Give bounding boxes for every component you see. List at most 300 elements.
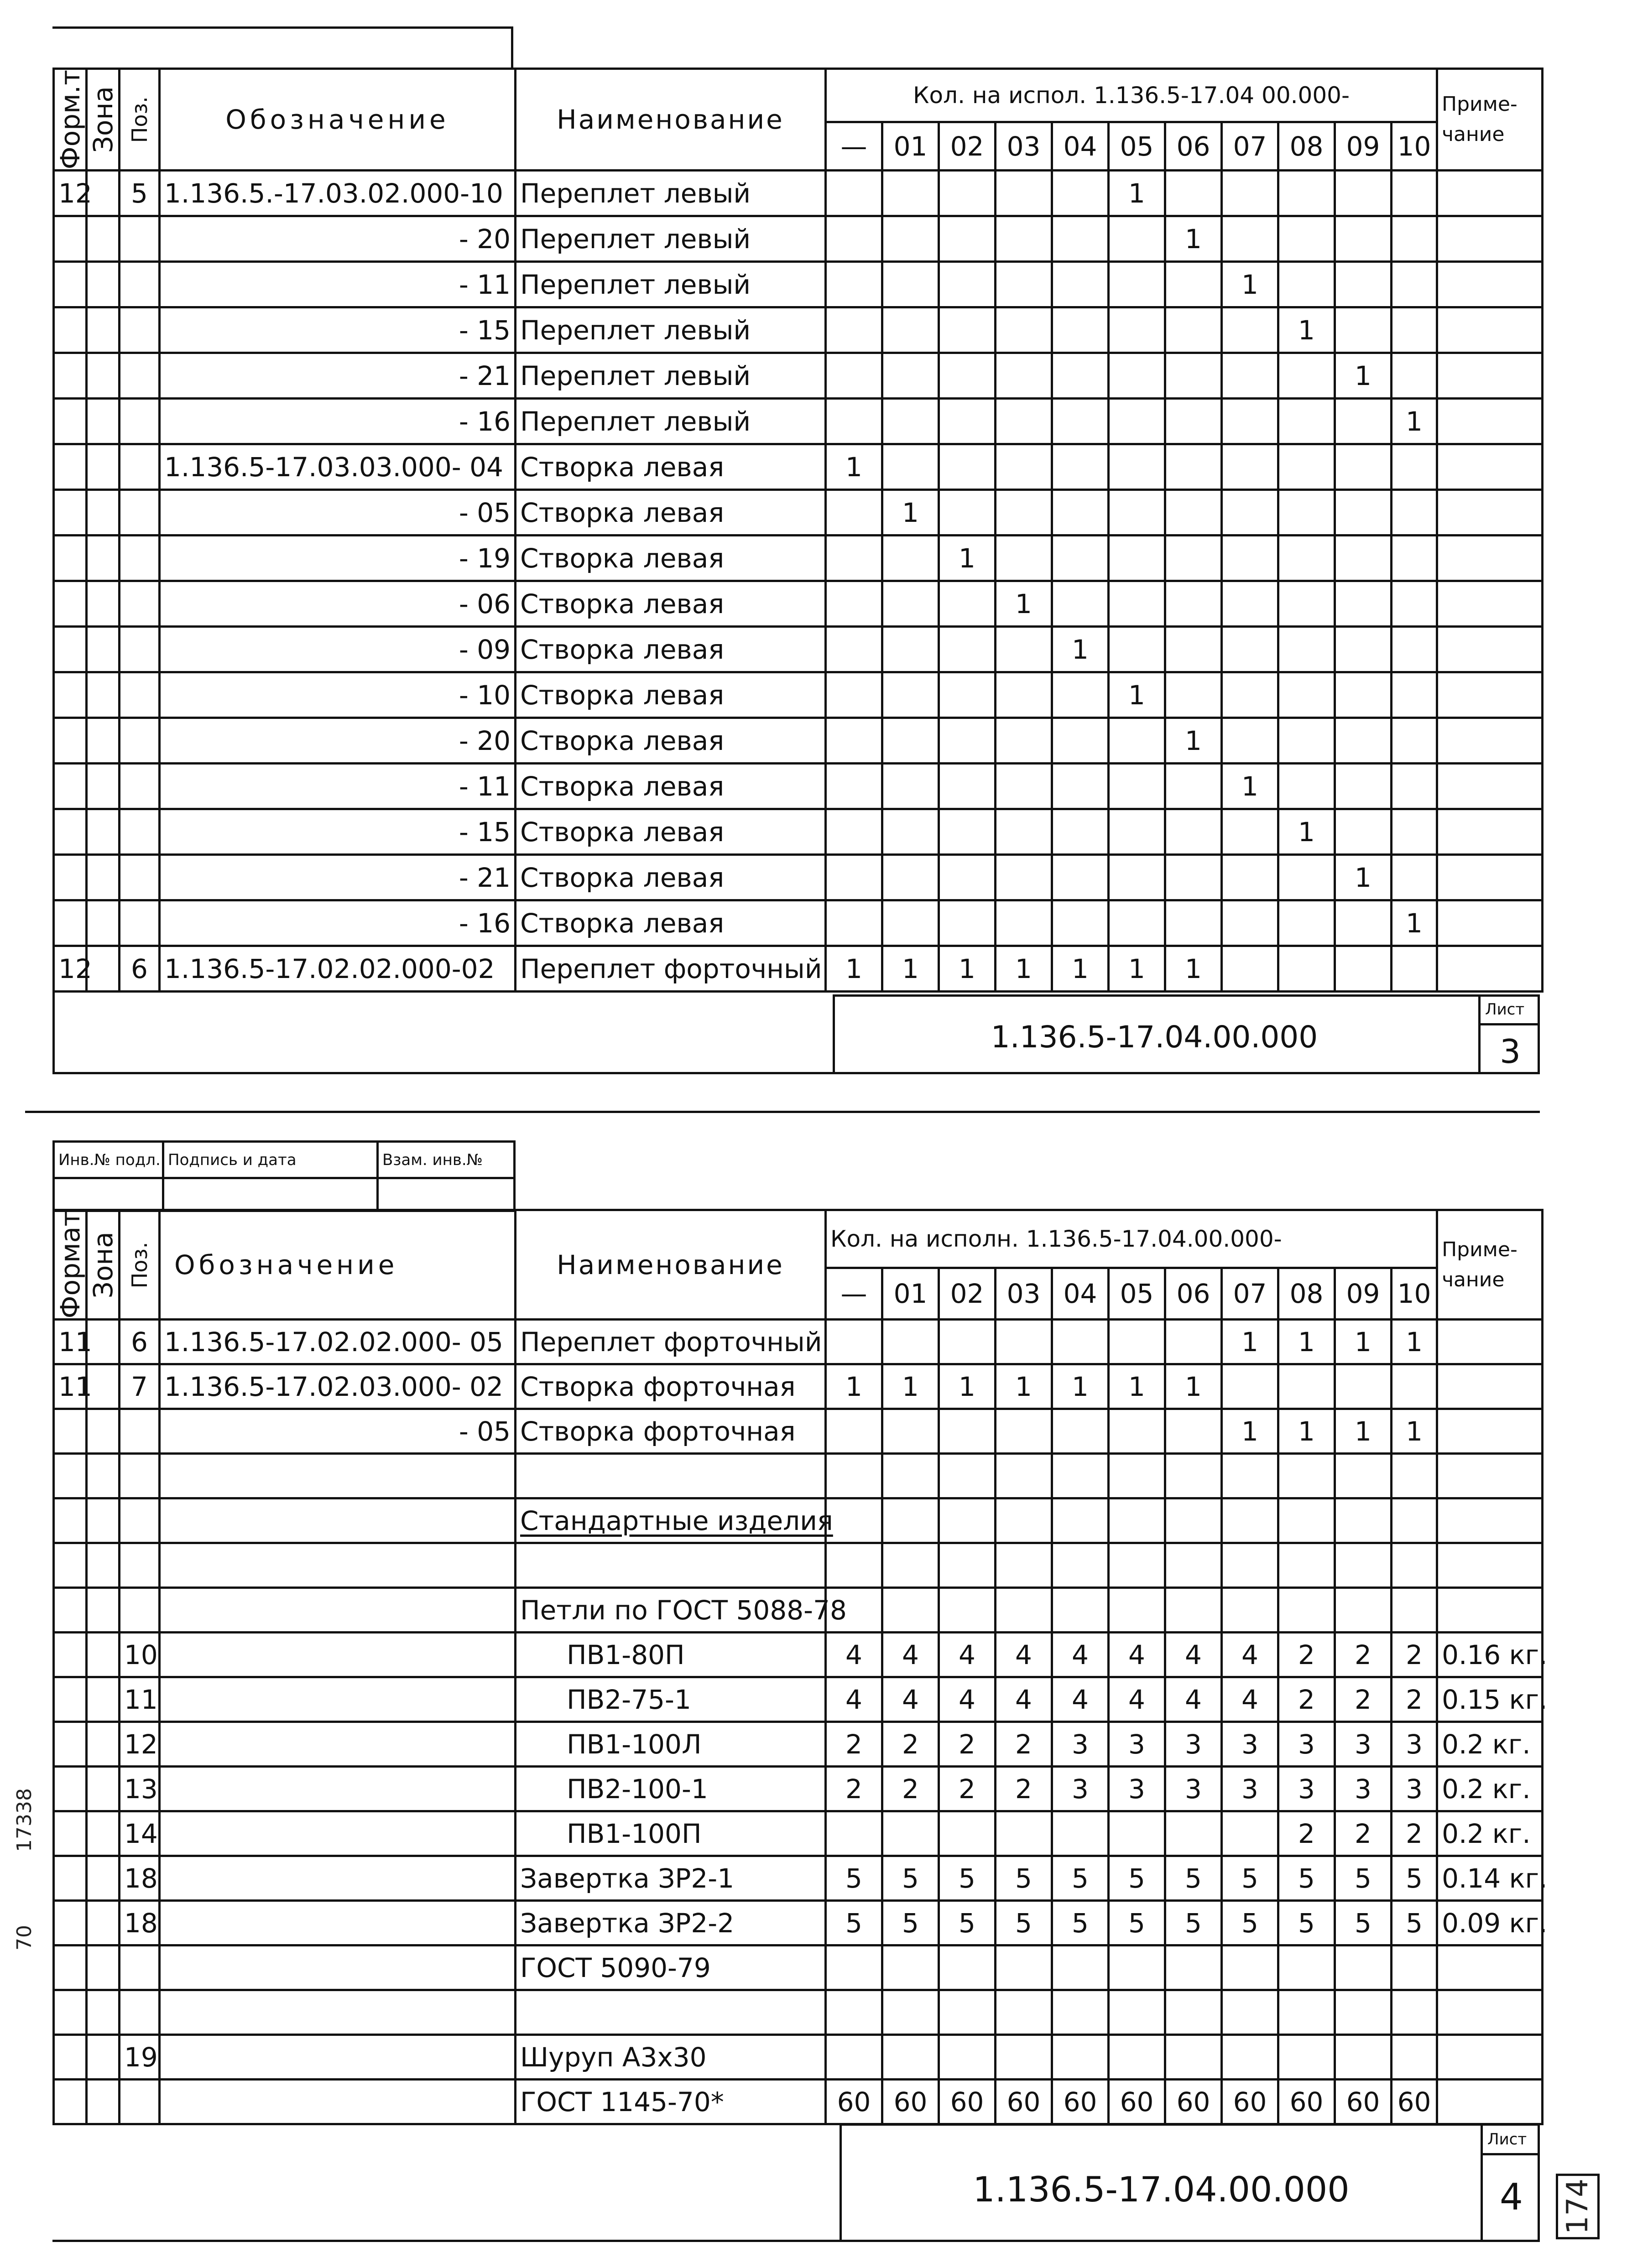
cell-note: 0.2 кг.: [1437, 1811, 1543, 1856]
cell-qty-0: [826, 855, 882, 900]
cell-designation: - 11: [160, 764, 516, 809]
cell-qty-8: 2: [1278, 1633, 1335, 1677]
cell-qty-5: [1109, 307, 1165, 353]
cell-zone: [87, 1767, 120, 1811]
table-row: [54, 900, 1543, 946]
cell-qty-3: [996, 399, 1052, 444]
cell-qty-8: [1278, 216, 1335, 262]
cell-qty-0: [826, 627, 882, 672]
cell-qty-3: [996, 171, 1052, 216]
cell-name: ПВ1-100П: [516, 1811, 826, 1856]
cell-note: [1437, 672, 1543, 718]
cell-qty-6: [1165, 444, 1222, 490]
cell-qty-7: 4: [1222, 1633, 1278, 1677]
cell-qty-1: [882, 399, 939, 444]
cell-designation: [160, 1811, 516, 1856]
cell-qty-4: [1052, 581, 1109, 627]
cell-zone: [87, 490, 120, 536]
cell-pos: [120, 1454, 160, 1498]
cell-qty-0: 1: [826, 946, 882, 992]
cell-qty-10: [1392, 262, 1437, 307]
cell-qty-2: [939, 1543, 996, 1588]
cell-name: Створка форточная: [516, 1409, 826, 1454]
table-row: [54, 353, 1543, 399]
cell-qty-2: [939, 900, 996, 946]
cell-qty-3: 5: [996, 1856, 1052, 1901]
cell-zone: [87, 1454, 120, 1498]
cell-qty-3: [996, 1945, 1052, 1990]
cell-designation: - 16: [160, 399, 516, 444]
cell-qty-1: [882, 353, 939, 399]
cell-qty-8: 1: [1278, 809, 1335, 855]
cell-qty-4: 3: [1052, 1722, 1109, 1767]
cell-name: [516, 1454, 826, 1498]
cell-format: [54, 262, 87, 307]
cell-qty-2: 1: [939, 536, 996, 581]
cell-name: Створка левая: [516, 536, 826, 581]
cell-zone: [87, 536, 120, 581]
cell-qty-10: 2: [1392, 1811, 1437, 1856]
cell-qty-9: [1335, 1454, 1392, 1498]
cell-qty-6: [1165, 764, 1222, 809]
cell-qty-7: 4: [1222, 1677, 1278, 1722]
header-note: Приме-чание: [1437, 69, 1543, 171]
cell-qty-3: [996, 262, 1052, 307]
cell-designation: 1.136.5-17.03.03.000- 04: [160, 444, 516, 490]
cell-note: [1437, 171, 1543, 216]
cell-pos: [120, 718, 160, 764]
cell-qty-3: [996, 764, 1052, 809]
cell-qty-4: [1052, 490, 1109, 536]
cell-qty-3: [996, 1588, 1052, 1633]
cell-qty-8: [1278, 171, 1335, 216]
cell-qty-5: [1109, 855, 1165, 900]
table-row: [54, 1945, 1543, 1990]
cell-qty-9: 5: [1335, 1901, 1392, 1945]
cell-pos: [120, 764, 160, 809]
cell-qty-6: [1165, 809, 1222, 855]
cell-qty-3: [996, 1811, 1052, 1856]
cell-format: [54, 1901, 87, 1945]
cell-qty-8: [1278, 1364, 1335, 1409]
cell-qty-9: 3: [1335, 1722, 1392, 1767]
cell-qty-0: [826, 262, 882, 307]
cell-designation: - 10: [160, 672, 516, 718]
cell-qty-2: 2: [939, 1722, 996, 1767]
cell-qty-1: 1: [882, 1364, 939, 1409]
variant-header-2: 02: [939, 1268, 996, 1320]
table-row: [54, 216, 1543, 262]
sign-date-label: Подпись и дата: [163, 1142, 378, 1178]
header-name: Наименование: [516, 1210, 826, 1320]
table-row: [54, 1767, 1543, 1811]
cell-note: [1437, 1454, 1543, 1498]
cell-qty-4: 1: [1052, 1364, 1109, 1409]
cell-zone: [87, 900, 120, 946]
stamp-hdivider: [1478, 1023, 1540, 1025]
cell-qty-2: [939, 2035, 996, 2080]
cell-qty-0: 60: [826, 2080, 882, 2124]
cell-qty-0: [826, 900, 882, 946]
cell-qty-10: [1392, 1945, 1437, 1990]
cell-qty-10: [1392, 627, 1437, 672]
cell-designation: [160, 1677, 516, 1722]
table-row: [54, 1364, 1543, 1409]
cell-qty-8: [1278, 1454, 1335, 1498]
cell-designation: [160, 1767, 516, 1811]
cell-qty-4: 1: [1052, 627, 1109, 672]
cell-pos: 5: [120, 171, 160, 216]
cell-qty-4: [1052, 1498, 1109, 1543]
cell-qty-5: 1: [1109, 946, 1165, 992]
cell-qty-6: [1165, 1990, 1222, 2035]
table-row: [54, 581, 1543, 627]
cell-pos: [120, 1543, 160, 1588]
cell-qty-3: 1: [996, 1364, 1052, 1409]
cell-zone: [87, 672, 120, 718]
cell-qty-0: 5: [826, 1901, 882, 1945]
cell-qty-8: [1278, 581, 1335, 627]
cell-format: [54, 809, 87, 855]
cell-qty-5: [1109, 1588, 1165, 1633]
cell-pos: [120, 1990, 160, 2035]
cell-pos: [120, 1588, 160, 1633]
cell-qty-9: [1335, 1990, 1392, 2035]
cell-format: 11: [54, 1320, 87, 1364]
variant-header-2: 02: [939, 122, 996, 171]
table-row: [54, 1320, 1543, 1364]
cell-qty-0: [826, 216, 882, 262]
cell-qty-9: [1335, 1364, 1392, 1409]
cell-qty-7: [1222, 946, 1278, 992]
cell-qty-4: [1052, 672, 1109, 718]
table-row: [54, 946, 1543, 992]
cell-qty-10: [1392, 171, 1437, 216]
cell-qty-1: [882, 1990, 939, 2035]
cell-zone: [87, 1811, 120, 1856]
table-row: [54, 1454, 1543, 1498]
sign-value: [163, 1178, 378, 1211]
cell-qty-9: 60: [1335, 2080, 1392, 2124]
variant-header-1: 01: [882, 122, 939, 171]
cell-qty-1: [882, 1811, 939, 1856]
cell-qty-7: [1222, 581, 1278, 627]
cell-designation: [160, 2035, 516, 2080]
cell-qty-2: 2: [939, 1767, 996, 1811]
cell-qty-1: 1: [882, 946, 939, 992]
cell-qty-0: [826, 809, 882, 855]
cell-format: 11: [54, 1364, 87, 1409]
cell-designation: 1.136.5-17.02.02.000-02: [160, 946, 516, 992]
cell-zone: [87, 307, 120, 353]
cell-qty-2: 1: [939, 1364, 996, 1409]
variant-header-3: 03: [996, 122, 1052, 171]
approval-block: [52, 1140, 516, 1212]
cell-qty-4: [1052, 1990, 1109, 2035]
cell-qty-1: [882, 1498, 939, 1543]
cell-qty-6: [1165, 900, 1222, 946]
cell-qty-4: [1052, 718, 1109, 764]
cell-qty-3: [996, 1320, 1052, 1364]
cell-note: 0.14 кг.: [1437, 1856, 1543, 1901]
cell-qty-1: [882, 855, 939, 900]
cell-qty-5: 1: [1109, 171, 1165, 216]
cell-designation: - 15: [160, 307, 516, 353]
cell-qty-3: [996, 444, 1052, 490]
cell-qty-8: [1278, 399, 1335, 444]
cell-qty-1: [882, 2035, 939, 2080]
cell-pos: [120, 536, 160, 581]
cell-qty-9: 2: [1335, 1677, 1392, 1722]
cell-qty-0: [826, 1454, 882, 1498]
cell-name: Стандартные изделия: [516, 1498, 826, 1543]
cell-pos: 11: [120, 1677, 160, 1722]
cell-zone: [87, 809, 120, 855]
cell-qty-9: [1335, 764, 1392, 809]
cell-qty-3: [996, 900, 1052, 946]
cell-qty-0: [826, 672, 882, 718]
cell-qty-6: [1165, 490, 1222, 536]
cell-qty-0: [826, 581, 882, 627]
cell-qty-8: 60: [1278, 2080, 1335, 2124]
cell-qty-6: 1: [1165, 216, 1222, 262]
cell-qty-4: [1052, 1409, 1109, 1454]
header-qty-group: Кол. на испол. 1.136.5-17.04 00.000-: [826, 69, 1437, 122]
cell-qty-6: [1165, 672, 1222, 718]
cell-name: Переплет левый: [516, 353, 826, 399]
cell-format: [54, 1633, 87, 1677]
cell-name: Завертка ЗР2-1: [516, 1856, 826, 1901]
cell-qty-7: [1222, 490, 1278, 536]
table-row: [54, 809, 1543, 855]
cell-designation: - 20: [160, 718, 516, 764]
cell-qty-8: [1278, 900, 1335, 946]
cell-note: [1437, 1364, 1543, 1409]
cell-qty-9: [1335, 171, 1392, 216]
cell-format: [54, 718, 87, 764]
cell-qty-10: 1: [1392, 900, 1437, 946]
side-archive-number: 17338: [13, 1788, 36, 1852]
cell-qty-7: 1: [1222, 1320, 1278, 1364]
table-row: [54, 262, 1543, 307]
cell-qty-10: [1392, 764, 1437, 809]
cell-qty-8: [1278, 262, 1335, 307]
cell-qty-4: [1052, 2035, 1109, 2080]
cell-qty-5: [1109, 444, 1165, 490]
document-code: 1.136.5-17.04.00.000: [973, 2169, 1350, 2210]
cell-qty-0: 2: [826, 1722, 882, 1767]
cell-qty-7: [1222, 399, 1278, 444]
cell-qty-7: [1222, 216, 1278, 262]
cell-pos: [120, 444, 160, 490]
cell-qty-8: [1278, 627, 1335, 672]
table-row: [54, 1543, 1543, 1588]
cell-note: [1437, 2035, 1543, 2080]
cell-qty-3: [996, 536, 1052, 581]
cell-format: [54, 490, 87, 536]
cell-qty-7: [1222, 900, 1278, 946]
cell-qty-9: [1335, 1543, 1392, 1588]
cell-qty-8: 3: [1278, 1722, 1335, 1767]
table-row: [54, 1901, 1543, 1945]
cell-pos: 12: [120, 1722, 160, 1767]
cell-qty-10: [1392, 216, 1437, 262]
cell-qty-0: [826, 1811, 882, 1856]
cell-qty-4: 5: [1052, 1901, 1109, 1945]
cell-qty-7: [1222, 627, 1278, 672]
cell-qty-0: 1: [826, 444, 882, 490]
cell-qty-7: 60: [1222, 2080, 1278, 2124]
cell-qty-0: [826, 171, 882, 216]
cell-qty-8: [1278, 946, 1335, 992]
cell-pos: 19: [120, 2035, 160, 2080]
sheet-3: [0, 0, 1627, 1095]
cell-designation: [160, 1945, 516, 1990]
cell-qty-7: 1: [1222, 764, 1278, 809]
cell-qty-9: 2: [1335, 1811, 1392, 1856]
cell-qty-3: [996, 809, 1052, 855]
cell-name: Створка левая: [516, 718, 826, 764]
cell-qty-3: [996, 353, 1052, 399]
cell-qty-8: [1278, 490, 1335, 536]
cell-note: [1437, 1990, 1543, 2035]
cell-designation: - 05: [160, 1409, 516, 1454]
cell-qty-0: 1: [826, 1364, 882, 1409]
cell-qty-9: 2: [1335, 1633, 1392, 1677]
cell-qty-0: [826, 307, 882, 353]
table-row: [54, 171, 1543, 216]
cell-qty-1: [882, 1588, 939, 1633]
cell-qty-5: [1109, 353, 1165, 399]
table-row: [54, 2080, 1543, 2124]
cell-qty-6: [1165, 1543, 1222, 1588]
variant-header-6: 06: [1165, 1268, 1222, 1320]
cell-qty-6: [1165, 2035, 1222, 2080]
cell-note: [1437, 307, 1543, 353]
cell-qty-9: [1335, 1498, 1392, 1543]
cell-name: Створка левая: [516, 627, 826, 672]
top-border-line: [52, 26, 513, 29]
cell-qty-9: [1335, 490, 1392, 536]
cell-qty-5: [1109, 1811, 1165, 1856]
spec-table-sheet-4: [52, 1209, 1548, 2125]
header-format: Форм.т: [54, 69, 87, 171]
cell-qty-5: 4: [1109, 1677, 1165, 1722]
cell-note: [1437, 855, 1543, 900]
cell-qty-7: [1222, 1945, 1278, 1990]
replace-inv-label: Взам. инв.№: [378, 1142, 515, 1178]
cell-qty-4: [1052, 399, 1109, 444]
cell-qty-4: [1052, 353, 1109, 399]
cell-qty-10: [1392, 672, 1437, 718]
cell-qty-4: 4: [1052, 1633, 1109, 1677]
cell-format: [54, 2035, 87, 2080]
cell-qty-2: [939, 262, 996, 307]
cell-qty-10: [1392, 855, 1437, 900]
variant-header-9: 09: [1335, 1268, 1392, 1320]
table-row: [54, 627, 1543, 672]
cell-designation: 1.136.5-17.02.02.000- 05: [160, 1320, 516, 1364]
cell-qty-9: 1: [1335, 1409, 1392, 1454]
table-row: [54, 307, 1543, 353]
document-code: 1.136.5-17.04.00.000: [991, 1020, 1318, 1055]
cell-qty-0: [826, 1990, 882, 2035]
cell-format: [54, 900, 87, 946]
cell-designation: [160, 1498, 516, 1543]
cell-qty-2: [939, 764, 996, 809]
cell-name: Переплет левый: [516, 399, 826, 444]
table-row: [54, 1588, 1543, 1633]
cell-qty-8: 2: [1278, 1811, 1335, 1856]
cell-qty-3: [996, 718, 1052, 764]
cell-qty-2: [939, 1588, 996, 1633]
cell-qty-10: [1392, 490, 1437, 536]
cell-qty-6: 3: [1165, 1722, 1222, 1767]
cell-qty-8: [1278, 444, 1335, 490]
cell-qty-8: [1278, 1990, 1335, 2035]
cell-qty-1: 2: [882, 1722, 939, 1767]
cell-qty-7: [1222, 2035, 1278, 2080]
cell-qty-1: 60: [882, 2080, 939, 2124]
cell-qty-3: [996, 855, 1052, 900]
cell-pos: 6: [120, 946, 160, 992]
cell-pos: 6: [120, 1320, 160, 1364]
header-pos: Поз.: [120, 1210, 160, 1320]
cell-name: Створка форточная: [516, 1364, 826, 1409]
cell-qty-2: 5: [939, 1901, 996, 1945]
cell-qty-3: [996, 1409, 1052, 1454]
header-pos: Поз.: [120, 69, 160, 171]
cell-qty-1: [882, 1454, 939, 1498]
cell-qty-10: 3: [1392, 1767, 1437, 1811]
cell-qty-2: [939, 1498, 996, 1543]
title-block-sheet-4: [840, 2123, 1540, 2242]
table-row: [54, 1677, 1543, 1722]
cell-name: Переплет форточный: [516, 946, 826, 992]
cell-qty-0: [826, 764, 882, 809]
side-archive-number-2: 70: [13, 1925, 36, 1951]
cell-qty-3: [996, 307, 1052, 353]
cell-qty-3: [996, 627, 1052, 672]
inv-label: Инв.№ подл.: [54, 1142, 163, 1178]
cell-qty-1: [882, 444, 939, 490]
cell-qty-8: 1: [1278, 1320, 1335, 1364]
cell-qty-1: 1: [882, 490, 939, 536]
cell-qty-7: [1222, 1990, 1278, 2035]
cell-name: Створка левая: [516, 672, 826, 718]
cell-qty-8: 1: [1278, 307, 1335, 353]
cell-qty-6: [1165, 353, 1222, 399]
cell-qty-5: [1109, 1409, 1165, 1454]
cell-format: [54, 399, 87, 444]
cell-qty-7: 1: [1222, 1409, 1278, 1454]
cell-qty-2: [939, 490, 996, 536]
cell-qty-5: [1109, 1320, 1165, 1364]
cell-qty-5: 60: [1109, 2080, 1165, 2124]
cell-pos: [120, 581, 160, 627]
cell-designation: [160, 1454, 516, 1498]
cell-qty-9: [1335, 672, 1392, 718]
cell-qty-7: 3: [1222, 1767, 1278, 1811]
cell-qty-9: [1335, 809, 1392, 855]
cell-qty-3: 4: [996, 1633, 1052, 1677]
cell-qty-2: [939, 171, 996, 216]
cell-qty-10: [1392, 1543, 1437, 1588]
cell-format: [54, 1498, 87, 1543]
variant-header-10: 10: [1392, 1268, 1437, 1320]
cell-qty-5: 1: [1109, 1364, 1165, 1409]
cell-zone: [87, 1633, 120, 1677]
